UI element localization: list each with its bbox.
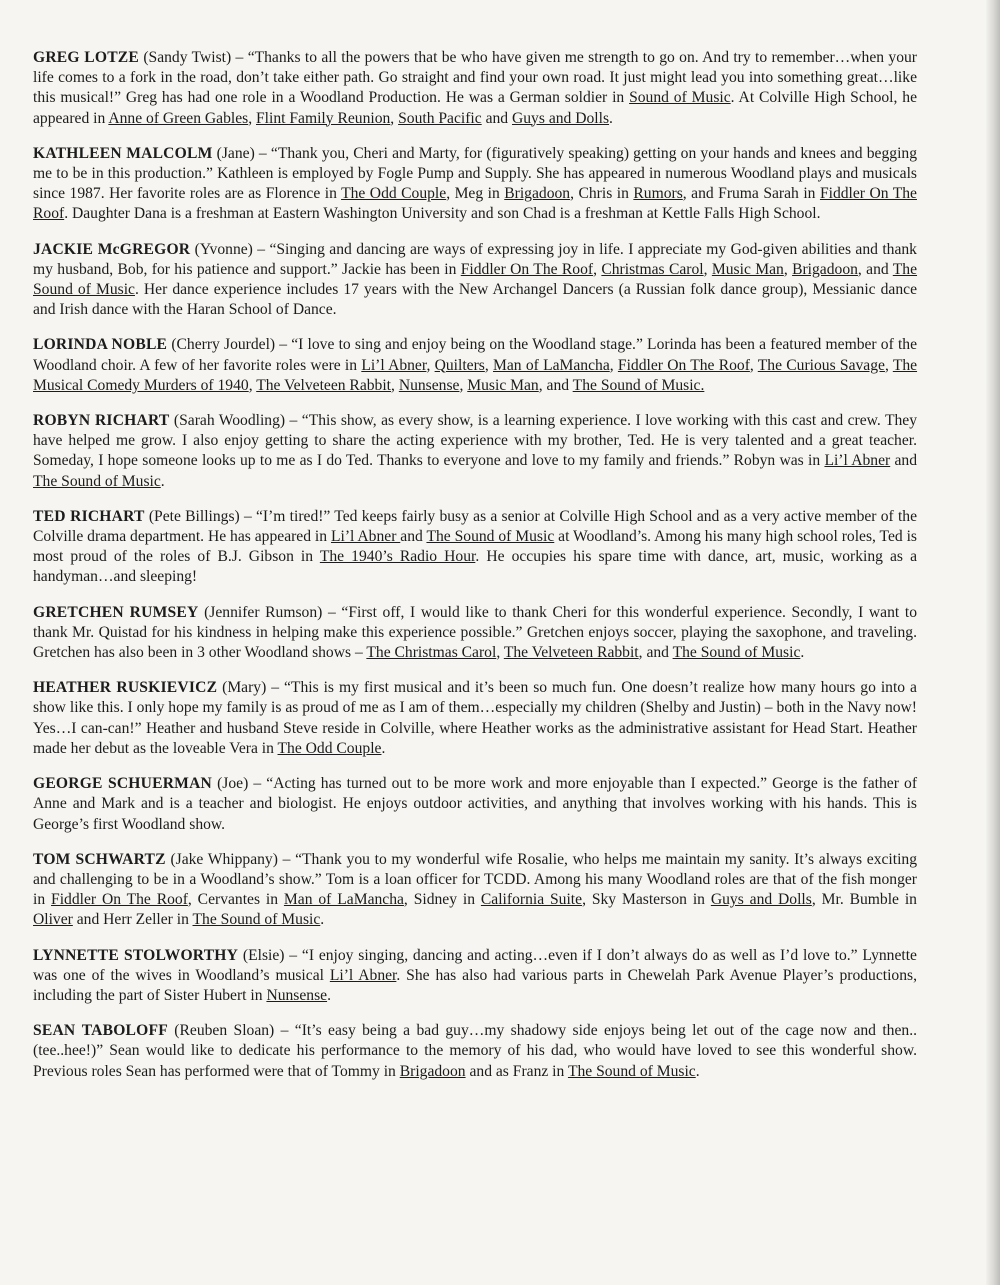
cast-member-name: LYNNETTE STOLWORTHY [33, 946, 239, 964]
bio-text: (Sandy Twist) – “Thanks to all the powers that be who have given me strength to go on. And try to remember…when your life comes to a fork in the road, don’t take either path. Go straight and find your own road. It just might lead you into something great…like this musical!” Greg has had one role in a Woodland Production. He was a German soldier in [33, 49, 917, 107]
bio-text: , Chris in [570, 185, 634, 203]
bio-text: , [884, 356, 893, 374]
show-title: The Velveteen Rabbit [503, 644, 639, 662]
cast-bio [33, 240, 917, 321]
cast-member-name: ROBYN RICHART [33, 412, 170, 430]
bio-text: (Yvonne) – “Singing and dancing are ways of expressing joy in life. I appreciate my God-given abilities and thank my husband, Bob, for his patience and support.” Jackie has been in [33, 240, 917, 278]
bio-text: . [800, 644, 805, 662]
show-title: Guys and Dolls [512, 109, 610, 127]
show-title: South Pacific [398, 109, 482, 127]
show-title: The Musical Comedy Murders of 1940 [33, 356, 918, 394]
cast-bio [33, 603, 917, 664]
show-title: The Sound of Music [426, 528, 555, 546]
bio-text: , and Fruma Sarah in [682, 185, 820, 203]
bio-text: , Sidney in [403, 891, 481, 909]
bio-text: . He occupies his spare time with dance, art, music, working as a handyman…and sleeping! [33, 548, 917, 586]
cast-bio [33, 48, 917, 129]
cast-bio [33, 411, 917, 492]
show-title: The Sound of Music [192, 911, 321, 929]
bio-text: , [484, 356, 493, 374]
bio-text: . At Colville High School, he appeared in [33, 89, 917, 127]
cast-bios [33, 48, 917, 1097]
bio-text: (Sarah Woodling) – “This show, as every show, is a learning experience. I love working with this cast and crew. They have helped me grow. I also enjoy getting to share the acting experience with my brother, Ted. He is very talented and a great teacher. Someday, I hope someone looks up to me as I do Ted. Thanks to everyone and love to my family and friends.” Robyn was in [33, 412, 917, 470]
show-title: Brigadoon [792, 260, 858, 278]
bio-text: , and [538, 376, 573, 394]
page-edge-shadow [986, 0, 1000, 1285]
bio-text: (Cherry Jourdel) – “I love to sing and enjoy being on the Woodland stage.” Lorinda has been a featured member of the Woodland choir. A few of her favorite roles were in [33, 336, 918, 374]
bio-text: . [381, 739, 386, 757]
cast-member-name: JACKIE McGREGOR [33, 240, 191, 258]
cast-member-name: HEATHER RUSKIEVICZ [33, 679, 218, 697]
show-title: The Odd Couple [277, 739, 382, 757]
cast-member-name: SEAN TABOLOFF [33, 1022, 168, 1040]
show-title: Oliver [33, 911, 73, 929]
show-title: The Sound of Music [33, 260, 918, 299]
cast-member-name: TED RICHART [33, 507, 145, 525]
bio-text: . Daughter Dana is a freshman at Eastern Washington University and son Chad is a freshman at Kettle Falls High School. [64, 205, 821, 223]
bio-text: (Jane) – “Thank you, Cheri and Marty, for (figuratively speaking) getting on your hands and knees and begging me to be in this production.” Kathleen is employed by Fogle Pump and Supply. She has appeared in numerous Woodland plays and musicals since 1987. Her favorite roles are as Florence in [33, 144, 918, 203]
show-title: The Odd Couple [341, 185, 447, 203]
bio-text: . [695, 1062, 700, 1080]
cast-member-name: GEORGE SCHUERMAN [33, 775, 212, 793]
bio-text: (Jake Whippany) – “Thank you to my wonderful wife Rosalie, who helps me maintain my sanity. It’s always exciting and challenging to be in a Woodland’s show.” Tom is a loan officer for TCDD. Among his many Woodland roles are that of the fish monger in [33, 850, 917, 909]
bio-text: and [481, 109, 512, 127]
show-title: Nunsense [398, 376, 460, 394]
bio-text: , [426, 356, 435, 374]
cast-bio [33, 774, 917, 835]
bio-text: , [391, 376, 399, 394]
bio-text: , [749, 356, 758, 374]
bio-text: . [320, 911, 325, 929]
bio-text: , [496, 644, 504, 662]
show-title: California Suite [480, 891, 583, 909]
show-title: Fiddler On The Roof [51, 891, 188, 909]
cast-member-name: LORINDA NOBLE [33, 336, 168, 354]
show-title: Fiddler On The Roof [33, 185, 917, 223]
bio-text: , [609, 356, 618, 374]
show-title: Anne of Green Gables [108, 109, 249, 127]
show-title: Rumors [633, 185, 683, 203]
show-title: The Velveteen Rabbit [256, 376, 392, 394]
show-title: Li’l Abner [361, 356, 427, 374]
show-title: The Christmas Carol [366, 644, 497, 662]
bio-text: and [890, 452, 917, 470]
cast-bio [33, 1021, 917, 1082]
bio-text: . [609, 109, 613, 127]
cast-bio [33, 335, 917, 396]
bio-text: , and [638, 644, 673, 662]
show-title: Man of LaMancha [493, 356, 610, 374]
show-title: Fiddler On The Roof [460, 260, 594, 278]
bio-text: . [327, 986, 331, 1004]
bio-text: (Jennifer Rumson) – “First off, I would like to thank Cheri for this wonderful experience. Secondly, I want to thank Mr. Quistad for his kindness in helping make this experience possible.” Gretchen enjoys soccer, playing the saxophone, and traveling. Gretchen has also been in 3 other Woodland shows – [33, 603, 917, 662]
bio-text: , [783, 260, 793, 278]
bio-text: . [160, 472, 165, 490]
bio-text: (Elsie) – “I enjoy singing, dancing and acting…even if I don’t always do as well as I’d love to.” Lynnette was one of the wives in Woodland’s musical [33, 946, 917, 984]
cast-member-name: TOM SCHWARTZ [33, 850, 166, 868]
bio-text: (Pete Billings) – “I’m tired!” Ted keeps fairly busy as a senior at Colville High School and as a very active member of the Colville drama department. He has appeared in [33, 507, 917, 546]
show-title: The Sound of Music [672, 644, 801, 662]
cast-member-name: KATHLEEN MALCOLM [33, 144, 213, 162]
bio-text: . Her dance experience includes 17 years with the New Archangel Dancers (a Russian folk dance group), Messianic dance and Irish dance with the Haran School of Dance. [33, 281, 917, 319]
show-title: Man of LaMancha [283, 891, 404, 909]
show-title: The Sound of Music [567, 1062, 696, 1080]
bio-text: , [248, 109, 256, 127]
cast-bio [33, 678, 917, 759]
bio-text: , [593, 260, 602, 278]
show-title: Brigadoon [504, 185, 571, 203]
bio-text: , [459, 376, 468, 394]
bio-text: . She has also had various parts in Chewelah Park Avenue Player’s productions, including the part of Sister Hubert in [33, 966, 917, 1004]
show-title: The Sound of Music. [572, 376, 705, 394]
bio-text: at Woodland’s. Among his many high school roles, Ted is most proud of the roles of B.J. Gibson in [33, 528, 918, 566]
show-title: Christmas Carol [601, 260, 704, 278]
cast-member-name: GREG LOTZE [33, 49, 139, 66]
bio-text: , Sky Masterson in [582, 891, 711, 909]
bio-text: and as Franz in [465, 1062, 568, 1080]
bio-text: , Meg in [446, 185, 505, 203]
bio-text: , Mr. Bumble in [811, 891, 917, 909]
bio-text: , Cervantes in [187, 891, 284, 909]
show-title: Flint Family Reunion [256, 109, 391, 127]
cast-bio [33, 946, 917, 1007]
show-title: The 1940’s Radio Hour [319, 548, 476, 566]
show-title: The Curious Savage [757, 356, 885, 374]
bio-text: , [390, 109, 399, 127]
show-title: Li’l Abner [824, 452, 891, 470]
show-title: Quilters [434, 356, 485, 374]
bio-text: , [703, 260, 712, 278]
bio-text: , [248, 376, 257, 394]
cast-bio [33, 144, 917, 225]
show-title: Sound of Music [629, 89, 731, 107]
show-title: Music Man [711, 260, 784, 278]
bio-text: (Reuben Sloan) – “It’s easy being a bad guy…my shadowy side enjoys being let out of the cage now and then..(tee..hee!)” Sean would like to dedicate his performance to the memory of his dad, who would have loved to see this wonderful show. Previous roles Sean has performed were that of Tommy in [33, 1022, 917, 1080]
bio-text: (Mary) – “This is my first musical and it’s been so much fun. One doesn’t realize how many hours go into a show like this. I only hope my family is as proud of me as I am of them…especially my children (Shelby and Justin) – both in the Navy now! Yes…I can-can!” Heather and husband Steve reside in Colville, where Heather works as the administrative assistant for Head Start. Heather made her debut as the loveable Vera in [33, 679, 917, 757]
show-title: Fiddler On The Roof [617, 356, 750, 374]
bio-text: (Joe) – “Acting has turned out to be more work and more enjoyable than I expected.” George is the father of Anne and Mark and is a teacher and biologist. He enjoys outdoor activities, and anything that involves working with his hands. This is George’s first Woodland show. [33, 775, 918, 833]
show-title: Li’l Abner [330, 528, 401, 546]
show-title: The Sound of Music [33, 472, 161, 490]
cast-bio [33, 850, 917, 931]
bio-text: , and [857, 260, 893, 278]
cast-member-name: GRETCHEN RUMSEY [33, 603, 199, 621]
show-title: Guys and Dolls [710, 891, 812, 909]
cast-bio [33, 507, 917, 588]
show-title: Nunsense [266, 986, 328, 1004]
show-title: Music Man [467, 376, 539, 394]
bio-text: and Herr Zeller in [72, 911, 193, 929]
show-title: Brigadoon [399, 1062, 466, 1080]
show-title: Li’l Abner [329, 966, 397, 984]
bio-text: and [400, 528, 427, 546]
